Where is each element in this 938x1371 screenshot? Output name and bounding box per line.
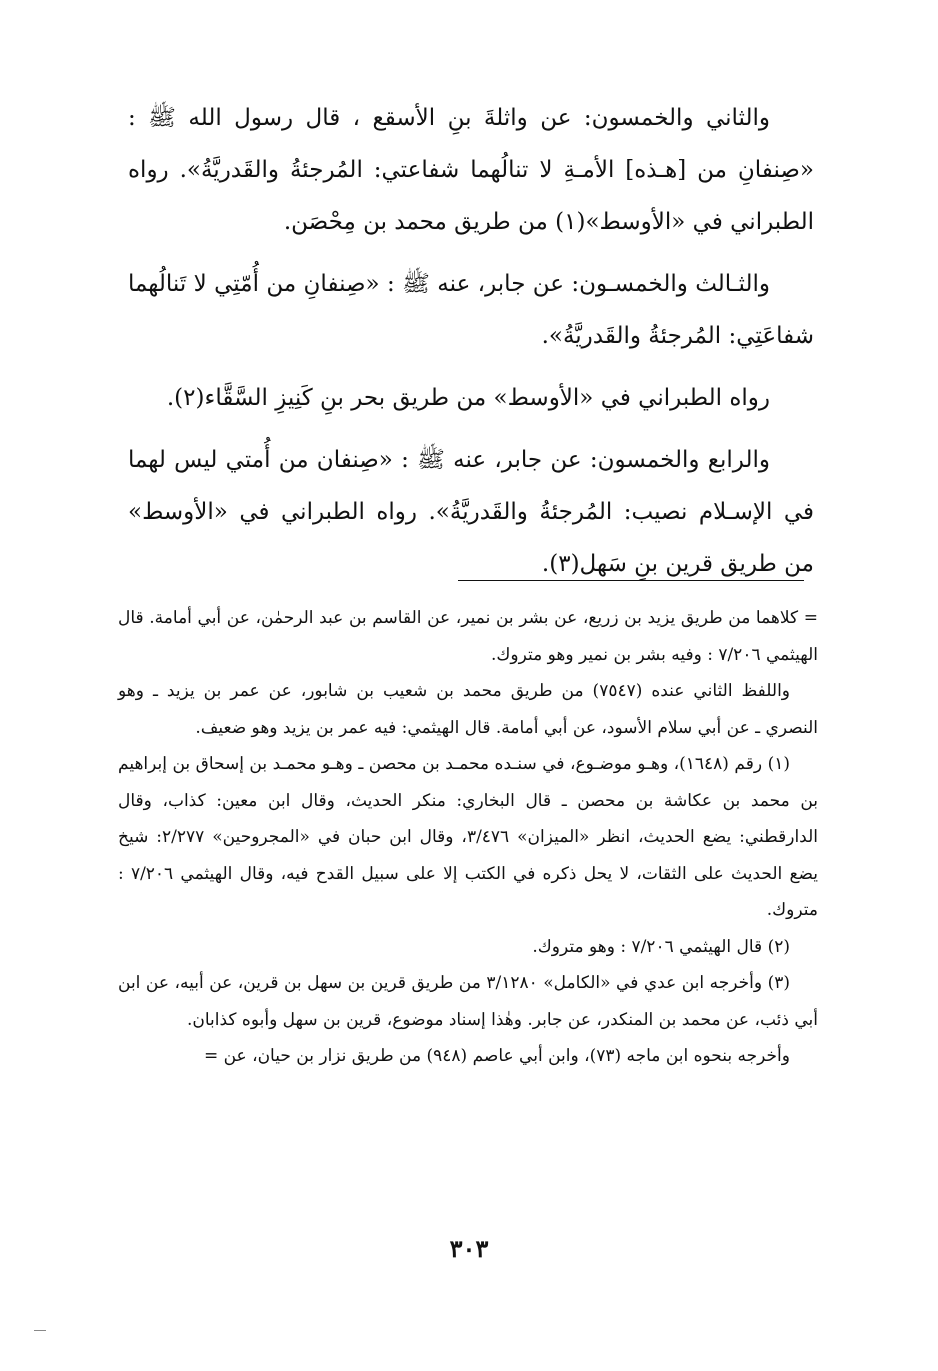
main-text [128, 92, 814, 600]
footnote-separator [458, 580, 804, 581]
footnote-2: (٢) قال الهيثمي ٧/٢٠٦ : وهو متروك. [532, 936, 790, 957]
footnote-continuation-2: واللفظ الثاني عنده (٧٥٤٧) من طريق محمد بن شعيب بن شابور، عن عمر بن يزيد ـ وهو النصري ـ عن أبي سلام الأسود، عن أبي أمامة. قال الهيثمي: فيه عمر بن يزيد وهو ضعيف. [118, 681, 818, 738]
footnotes [118, 600, 818, 1075]
footnote-3: (٣) وأخرجه ابن عدي في «الكامل» ٣/١٢٨٠ من طريق قرين بن سهل بن قرين، عن أبيه، عن ابن أبي ذئب، عن محمد بن المنكدر، عن جابر. وهٰذا إسناد موضوع، قرين بن سهل وأبوه كذابان. [118, 973, 818, 1030]
footnote-3-continued: وأخرجه بنحوه ابن ماجه (٧٣)، وابن أبي عاصم (٩٤٨) من طريق نزار بن حيان، عن = [203, 1046, 790, 1066]
paragraph-54: والرابع والخمسون: عن جابر، عنه ﷺ : «صِنفان من أُمتي ليس لهما في الإسـلام نصيب: المُرجئةُ والقَدريَّةُ». رواه الطبراني في «الأوسط» من طريق قرين بنِ سَهل(٣). [128, 447, 814, 577]
footnote-continuation: = كلاهما من طريق يزيد بن زريع، عن بشر بن نمير، عن القاسم بن عبد الرحمٰن، عن أبي أمامة. قال الهيثمي ٧/٢٠٦ : وفيه بشر بن نمير وهو متروك. [118, 608, 818, 665]
footnote-1: (١) رقم (١٦٤٨)، وهـو موضـوع، في سنـده محمـد بن محصن ـ وهـو محمـد بن إسحاق بن إبراهيم بن محمد بن عكاشة بن محصن ـ قال البخاري: منكر الحديث، وقال ابن معين: كذاب، وقال الدارقطني: يضع الحديث، انظر «الميزان» ٣/٤٧٦، وقال ابن حبان في «المجروحين» ٢/٢٧٧: شيخ يضع الحديث على الثقات، لا يحل ذكره في الكتب إلا على سبيل القدح فيه، وقال الهيثمي ٧/٢٠٦ : متروك. [118, 754, 819, 920]
paragraph-53-source: رواه الطبراني في «الأوسط» من طريق بحر بنِ كَنِيزِ السَّقَّاء(٢). [166, 385, 770, 411]
paragraph-53: والثـالث والخمسـون: عن جابر، عنه ﷺ : «صِنفانِ من أُمّتِي لا تَنالُهما شفاعَتِي: المُرجئةُ والقَدريَّةُ». [128, 271, 814, 349]
page-number: ٣٠٣ [449, 1234, 489, 1263]
paragraph-52: والثاني والخمسون: عن واثلةَ بنِ الأسقع ، قال رسول الله ﷺ : «صِنفانِ من [هـذه] الأمـةِ لا تنالُهما شفاعتي: المُرجئةُ والقَدريَّةُ». رواه الطبراني في «الأوسط»(١) من طريق محمد بن مِحْصَن. [128, 105, 814, 235]
scan-mark [34, 1330, 46, 1331]
